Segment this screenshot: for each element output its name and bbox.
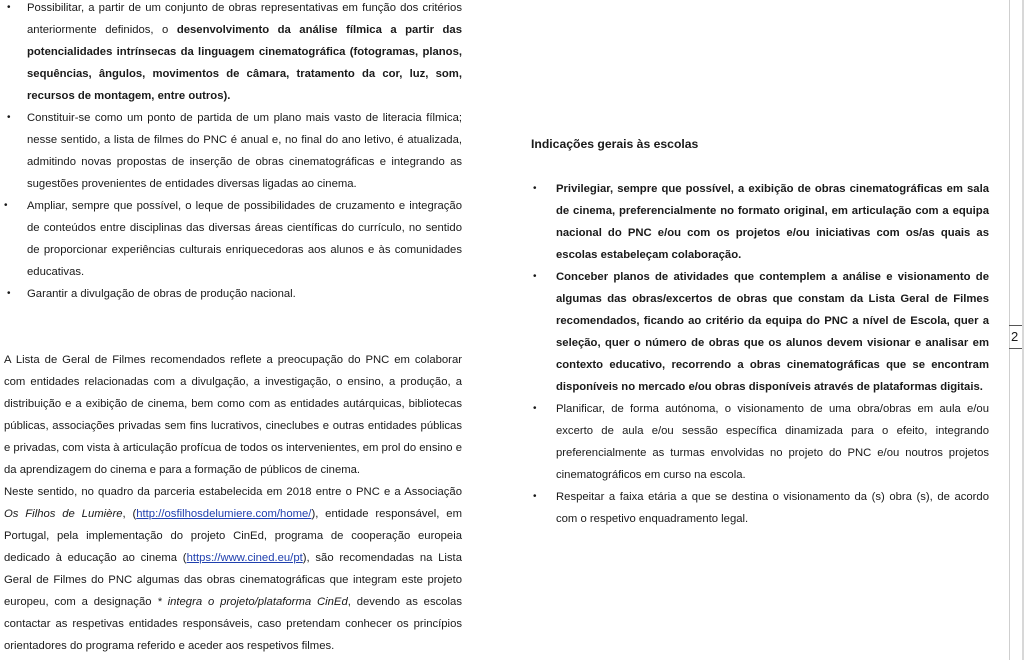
paragraph-lista-geral: A Lista de Geral de Filmes recomendados reflete a preocupação do PNC em colaborar com entidades relacionadas com a divulgação, a investigação, o ensino, a produção, a distribuição e a exibição de cinema, bem como com as entidades autárquicas, bibliotecas públicas, associações privadas sem fins lucrativos, cineclubes e outras entidades públicas e privadas, com vista à articulação profícua de todos os intervenientes, em prol do ensino e da aprendizagem do cinema e para a formação de públicos de cinema. — [4, 354, 462, 476]
page-number: 2 — [1011, 329, 1019, 344]
text-run: , ( — [122, 508, 137, 520]
text-run: ), entidade responsável, em Portugal, pela implementação do projeto CinEd, programa de cooperação europeia dedicado à educação ao cinema ( — [4, 508, 462, 564]
text-run: Constituir-se como um ponto de partida de um plano mais vasto de literacia fílmica; nesse sentido, a lista de filmes do PNC é anual e, no final do ano letivo, é atualizada, admitindo novas propostas de inserção de obras cinematográficas e integrando as sugestões provenientes de entidades diversas ligadas ao cinema. — [27, 112, 462, 190]
list-item-text — [531, 178, 989, 266]
paragraph-parceria — [4, 481, 462, 657]
list-item-text — [4, 195, 462, 283]
bullet-icon: • — [7, 288, 11, 299]
bullet-icon: • — [533, 491, 537, 502]
right-column — [531, 0, 989, 530]
text-run: Respeitar a faixa etária a que se destina o visionamento da (s) obra (s), de acordo com o respetivo enquadramento legal. — [556, 491, 989, 525]
list-item — [531, 178, 989, 266]
bullet-icon: • — [533, 403, 537, 414]
hyperlink[interactable]: http://osfilhosdelumiere.com/home/ — [136, 508, 312, 520]
list-item-text — [4, 283, 462, 305]
text-run: Garantir a divulgação de obras de produção nacional. — [27, 288, 296, 300]
text-run: , devendo as escolas contactar as respetivas entidades responsáveis, caso pretendam conhecer os princípios orientadores do programa referido e aceder aos respetivos filmes. — [4, 596, 462, 652]
list-item — [4, 0, 462, 107]
bullet-icon: • — [533, 271, 537, 282]
bullet-icon: • — [533, 183, 537, 194]
bullet-icon: • — [4, 200, 8, 211]
left-column — [4, 0, 462, 657]
list-item — [531, 266, 989, 398]
italic-text: * integra o projeto/plataforma CinEd — [157, 596, 348, 608]
bullet-icon: • — [7, 2, 11, 13]
bullet-icon: • — [7, 112, 11, 123]
text-run: Ampliar, sempre que possível, o leque de possibilidades de cruzamento e integração de conteúdos entre disciplinas das diversas áreas científicas do currículo, no sentido de proporcionar experiências culturais enriquecedoras aos alunos e às comunidades educativas. — [27, 200, 462, 278]
section-heading: Indicações gerais às escolas — [531, 137, 699, 151]
list-item-text — [4, 107, 462, 195]
italic-text: Os Filhos de Lumière — [4, 508, 123, 520]
list-item-text — [531, 266, 989, 398]
bold-text: Privilegiar, sempre que possível, a exibição de obras cinematográficas em sala de cinema, preferencialmente no formato original, em articulação com a equipa nacional do PNC e/ou com os projetos e/ou iniciativas com os/as quais as escolas estabeleçam colaboração. — [556, 183, 989, 261]
text-run: Possibilitar, a partir de um conjunto de obras representativas em função dos critérios anteriormente definidos, o — [27, 2, 462, 36]
bold-text: Conceber planos de atividades que contemplem a análise e visionamento de algumas das obras/excertos de obras que constam da Lista Geral de Filmes recomendados, ficando ao critério da equipa do PNC a nível de Escola, quer a seleção, quer o número de obras que os alunos devem visionar e analisar em contexto educativo, recorrendo a obras cinematográficas que se encontram disponíveis no mercado e/ou obras disponíveis através de plataformas digitais. — [556, 271, 989, 393]
list-item — [4, 107, 462, 195]
list-item — [4, 283, 462, 305]
text-run: Neste sentido, no quadro da parceria estabelecida em 2018 entre o PNC e a Associação — [4, 486, 462, 498]
list-item — [531, 398, 989, 486]
list-item — [4, 195, 462, 283]
objectives-list — [4, 0, 462, 305]
list-item — [531, 486, 989, 530]
list-item-text — [4, 0, 462, 107]
margin-rule — [1009, 0, 1010, 660]
indications-list — [531, 178, 989, 530]
hyperlink[interactable]: https://www.cined.eu/pt — [186, 552, 303, 564]
list-item-text — [531, 398, 989, 486]
bold-text: desenvolvimento da análise fílmica a partir das potencialidades intrínsecas da linguagem cinematográfica (fotogramas, planos, sequências, ângulos, movimentos de câmara, tratamento da cor, luz, som, recursos de montagem, entre outros). — [27, 24, 462, 102]
text-run: ), são recomendadas na Lista Geral de Filmes do PNC algumas das obras cinematográficas que integram este projeto europeu, com a designação — [4, 552, 462, 608]
text-run: Planificar, de forma autónoma, o visionamento de uma obra/obras em aula e/ou excerto de aula e/ou sessão específica dinamizada para o efeito, integrando preferencialmente as turmas envolvidas no projeto do PNC e/ou noutros projetos cinematográficos em curso na escola. — [556, 403, 989, 481]
list-item-text — [531, 486, 989, 530]
